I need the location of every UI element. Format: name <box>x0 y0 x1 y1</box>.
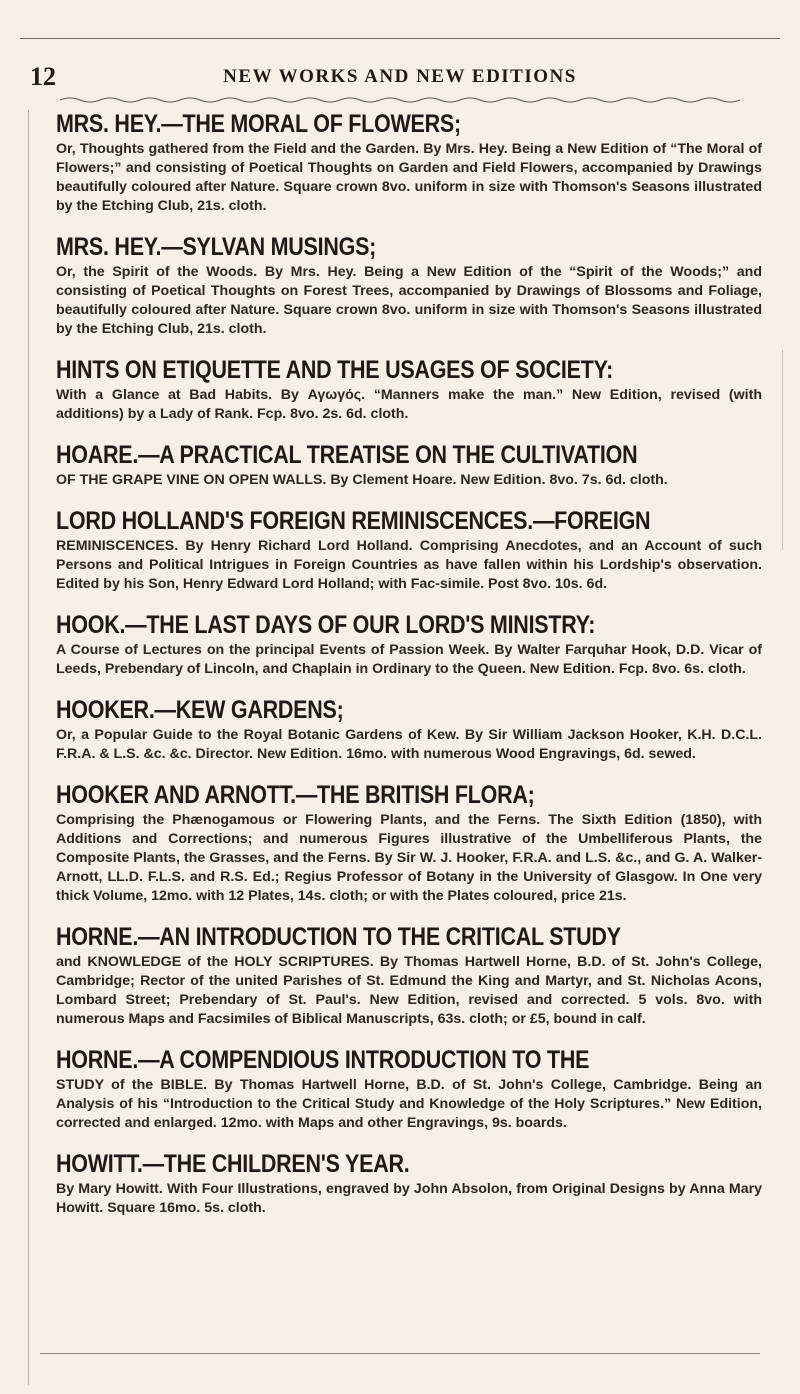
entry <box>56 108 762 216</box>
entry-title: HOOKER AND ARNOTT.—THE BRITISH FLORA; <box>56 781 535 809</box>
wavy-rule <box>60 95 740 105</box>
page-header <box>22 62 778 92</box>
entry <box>56 505 762 594</box>
entry <box>56 231 762 339</box>
entry-title: HOWITT.—THE CHILDREN'S YEAR. <box>56 1150 410 1178</box>
entry <box>56 694 762 764</box>
top-rule <box>20 38 780 39</box>
entry-description: Or, Thoughts gathered from the Field and the Garden. By Mrs. Hey. Being a New Edition of “The Moral of Flowers;” and consisting of Poetical Thoughts on Garden and Field Flowers, accompanied by Drawings beautifully coloured after Nature. Square crown 8vo. uniform in size with Thomson's Seasons illustrated by the Etching Club, 21s. cloth. <box>56 141 762 214</box>
entry-description: OF THE GRAPE VINE ON OPEN WALLS. By Clement Hoare. New Edition. 8vo. 7s. 6d. cloth. <box>56 472 668 488</box>
entry <box>56 1148 762 1218</box>
entry <box>56 354 762 424</box>
entry <box>56 1044 762 1133</box>
entry-description: Or, a Popular Guide to the Royal Botanic Gardens of Kew. By Sir William Jackson Hooker, K.H. D.C.L. F.R.A. & L.S. &c. &c. Director. New Edition. 16mo. with numerous Wood Engravings, 6d. sewed. <box>56 727 762 762</box>
entry-title: HORNE.—A COMPENDIOUS INTRODUCTION TO THE <box>56 1046 590 1074</box>
entry-title: HINTS ON ETIQUETTE AND THE USAGES OF SOCIETY: <box>56 356 613 384</box>
entry-title: HORNE.—AN INTRODUCTION TO THE CRITICAL STUDY <box>56 923 621 951</box>
left-margin-rule <box>28 110 29 1385</box>
entry-description: and KNOWLEDGE of the HOLY SCRIPTURES. By Thomas Hartwell Horne, B.D. of St. John's College, Cambridge; Rector of the united Parishes of St. Edmund the King and Martyr, and St. Nicholas Acons, Lombard Street; Prebendary of St. Paul's. New Edition, revised and corrected. 5 vols. 8vo. with numerous Maps and Facsimiles of Biblical Manuscripts, 63s. cloth; or £5, bound in calf. <box>56 954 762 1027</box>
entry-title: LORD HOLLAND'S FOREIGN REMINISCENCES.—FOREIGN <box>56 507 651 535</box>
entry-description: With a Glance at Bad Habits. By Αγωγός. “Manners make the man.” New Edition, revised (with additions) by a Lady of Rank. Fcp. 8vo. 2s. 6d. cloth. <box>56 387 762 422</box>
page-number: 12 <box>30 62 56 91</box>
entry <box>56 609 762 679</box>
entry <box>56 779 762 906</box>
entry-title: HOARE.—A PRACTICAL TREATISE ON THE CULTIVATION <box>56 441 638 469</box>
entry-description: REMINISCENCES. By Henry Richard Lord Holland. Comprising Anecdotes, and an Account of such Persons and Political Intrigues in Foreign Countries as have fallen within his Lordship's observation. Edited by his Son, Henry Edward Lord Holland; with Fac-simile. Post 8vo. 10s. 6d. <box>56 538 762 592</box>
catalogue-entries <box>56 108 762 1233</box>
entry-title: HOOKER.—KEW GARDENS; <box>56 696 344 724</box>
running-head: NEW WORKS AND NEW EDITIONS <box>223 66 577 87</box>
entry-description: STUDY of the BIBLE. By Thomas Hartwell Horne, B.D. of St. John's College, Cambridge. Being an Analysis of his “Introduction to the Critical Study and Knowledge of the Holy Scriptures.” New Edition, corrected and enlarged. 12mo. with Maps and other Engravings, 9s. boards. <box>56 1077 762 1131</box>
entry-description: Or, the Spirit of the Woods. By Mrs. Hey. Being a New Edition of the “Spirit of the Woods;” and consisting of Poetical Thoughts on Forest Trees, accompanied by Drawings of Blossoms and Foliage, beautifully coloured after Nature. Square crown 8vo. uniform in size with Thomson's Seasons illustrated by the Etching Club, 21s. cloth. <box>56 264 762 337</box>
entry <box>56 921 762 1029</box>
entry-title: HOOK.—THE LAST DAYS OF OUR LORD'S MINISTRY: <box>56 611 596 639</box>
entry-description: Comprising the Phænogamous or Flowering Plants, and the Ferns. The Sixth Edition (1850), with Additions and Corrections; and numerous Figures illustrative of the Umbelliferous Plants, the Composite Plants, the Grasses, and the Ferns. By Sir W. J. Hooker, F.R.A. and L.S. &c., and G. A. Walker-Arnott, LL.D. F.L.S. and R.S. Ed.; Regius Professor of Botany in the University of Glasgow. In One very thick Volume, 12mo. with 12 Plates, 14s. cloth; or with the Plates coloured, price 21s. <box>56 812 762 904</box>
right-margin-rule <box>782 350 783 550</box>
bottom-rule <box>40 1353 760 1354</box>
entry <box>56 439 762 490</box>
entry-title: MRS. HEY.—THE MORAL OF FLOWERS; <box>56 110 461 138</box>
entry-description: A Course of Lectures on the principal Events of Passion Week. By Walter Farquhar Hook, D.D. Vicar of Leeds, Prebendary of Lincoln, and Chaplain in Ordinary to the Queen. New Edition. Fcp. 8vo. 6s. cloth. <box>56 642 762 677</box>
entry-description: By Mary Howitt. With Four Illustrations, engraved by John Absolon, from Original Designs by Anna Mary Howitt. Square 16mo. 5s. cloth. <box>56 1181 762 1216</box>
entry-title: MRS. HEY.—SYLVAN MUSINGS; <box>56 233 377 261</box>
